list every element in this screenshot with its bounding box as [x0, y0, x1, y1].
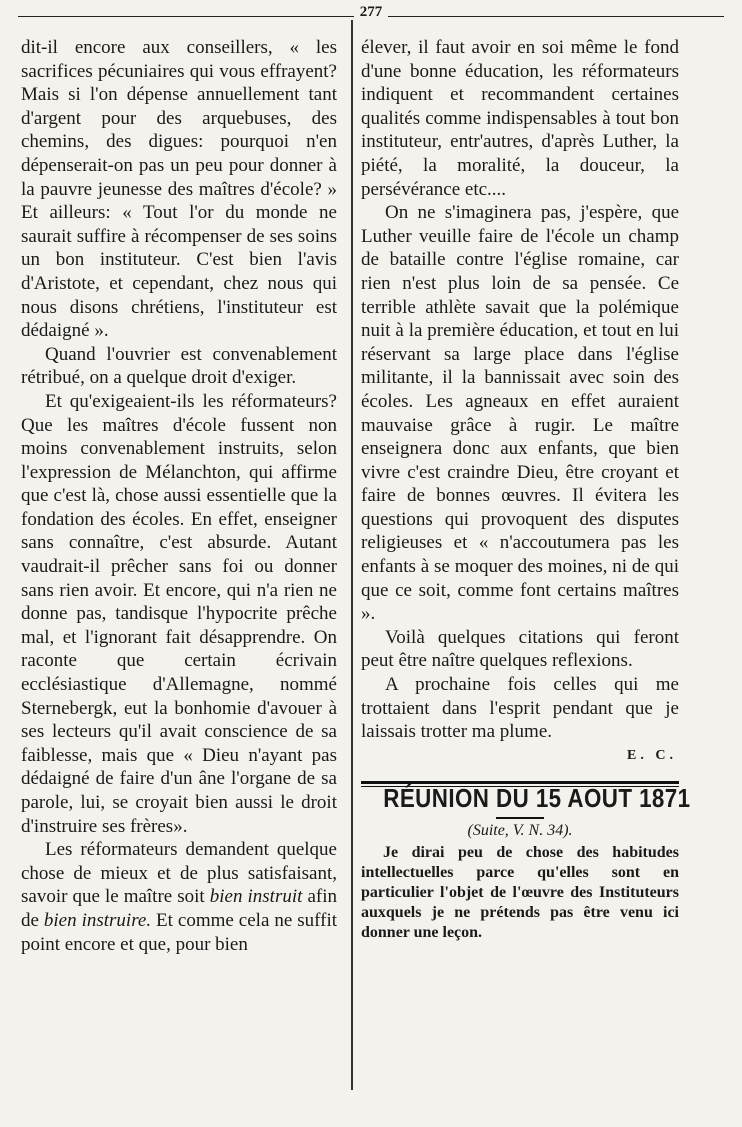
author-signature: E. C. [627, 747, 677, 763]
left-paragraph-1: dit-il encore aux conseillers, « les sacrifices pécuniaires qui vous effrayent? Mais si l'on dépense annuellement tant d'argent pour des arquebuses, des chemins, des digues: pourquoi n'en dépenserait-on pas un peu pour donner à la pauvre jeunesse des maîtres d'école? » Et ailleurs: « Tout l'or du monde ne saurait suffire à récompenser de ses soins un bon instituteur. C'est bien l'avis d'Aristote, et cependant, chez nous qui nous disons chrétiens, l'instituteur est dédaigné ». [21, 37, 337, 342]
right-paragraph-1: élever, il faut avoir en soi même le fond d'une bonne éducation, les réformateurs indiquent et recommandent certaines qualités comme indispensables à tout bon instituteur, entr'autres, d'après Luther, la piété, la moralité, la douceur, la persévérance etc.... [361, 37, 679, 200]
right-column [361, 36, 691, 943]
section-subtitle: (Suite, V. N. 34). [467, 822, 573, 839]
column-divider [351, 20, 353, 1090]
right-paragraph-3: Voilà quelques citations qui feront peut être naître quelques reflexions. [361, 626, 679, 672]
section-title: RÉUNION DU 15 AOUT 1871 [383, 783, 691, 814]
left-paragraph-2: Quand l'ouvrier est convenablement rétribué, on a quelque droit d'exiger. [21, 343, 337, 389]
emphasis-bien-instruire: bien instruire. [43, 909, 152, 931]
section-body: Je dirai peu de chose des habitudes intellectuelles parce qu'elles sont en particulier l'objet de l'œuvre des Instituteurs auxquels je ne prétends pas être venu ici donner une leçon. [361, 843, 679, 941]
left-paragraph-3: Et qu'exigeaient-ils les réformateurs? Que les maîtres d'école fussent non moins convenablement instruits, selon l'expression de Mélanchton, qui affirme que c'est là, chose aussi essentielle que la fondation des écoles. En effet, enseigner sans connaître, c'est absurde. Autant vaudrait-il prêcher sans foi ou donner sans rien avoir. Et encore, qui n'a rien ne donne pas, tandisque l'hypocrite prêche mal, et l'ignorant fait désapprendre. On raconte que certain écrivain ecclésiastique d'Allemagne, nommé Sternebergk, eut la bonhomie d'avouer à ses lecteurs qu'il avait conscience de sa faiblesse, mais que « Dieu n'ayant pas dédaigné de faire d'un âne l'organe de sa parole, lui, se croyait bien aussi le droit d'instruire ses frères». [21, 390, 337, 837]
right-paragraph-4: A prochaine fois celles qui me trottaient dans l'esprit pendant que je laissais trotter ma plume. [361, 674, 679, 743]
left-column [21, 36, 337, 956]
page-number: 277 [0, 4, 742, 21]
right-paragraph-2: On ne s'imaginera pas, j'espère, que Luther veuille faire de l'école un champ de bataille contre l'église romaine, car rien n'est plus loin de sa pensée. Ce terrible athlète savait que la polémique nuit à la première éducation, et tout en lui réservant sa large place dans l'église militante, il la bannissait avec soin des écoles. Les agneaux en effet auraient mauvaise grâce à rugir. Le maître enseignera donc aux enfants, que bien vivre c'est craindre Dieu, être croyant et faire de bonnes œuvres. Il évitera les questions qui provoquent des disputes religieuses et « n'accoutumera pas les enfants à se moquer des moines, ni de qui que ce soit, comme font certains maîtres ». [361, 202, 679, 625]
emphasis-bien-instruit: bien instruit [209, 886, 303, 908]
left-paragraph-4: Les réformateurs demandent quelque chose de mieux et de plus satisfaisant, savoir que le maître soit bien instruit afin de bien instruire. Et comme cela ne suffit point encore et que, pour bien [21, 839, 337, 955]
